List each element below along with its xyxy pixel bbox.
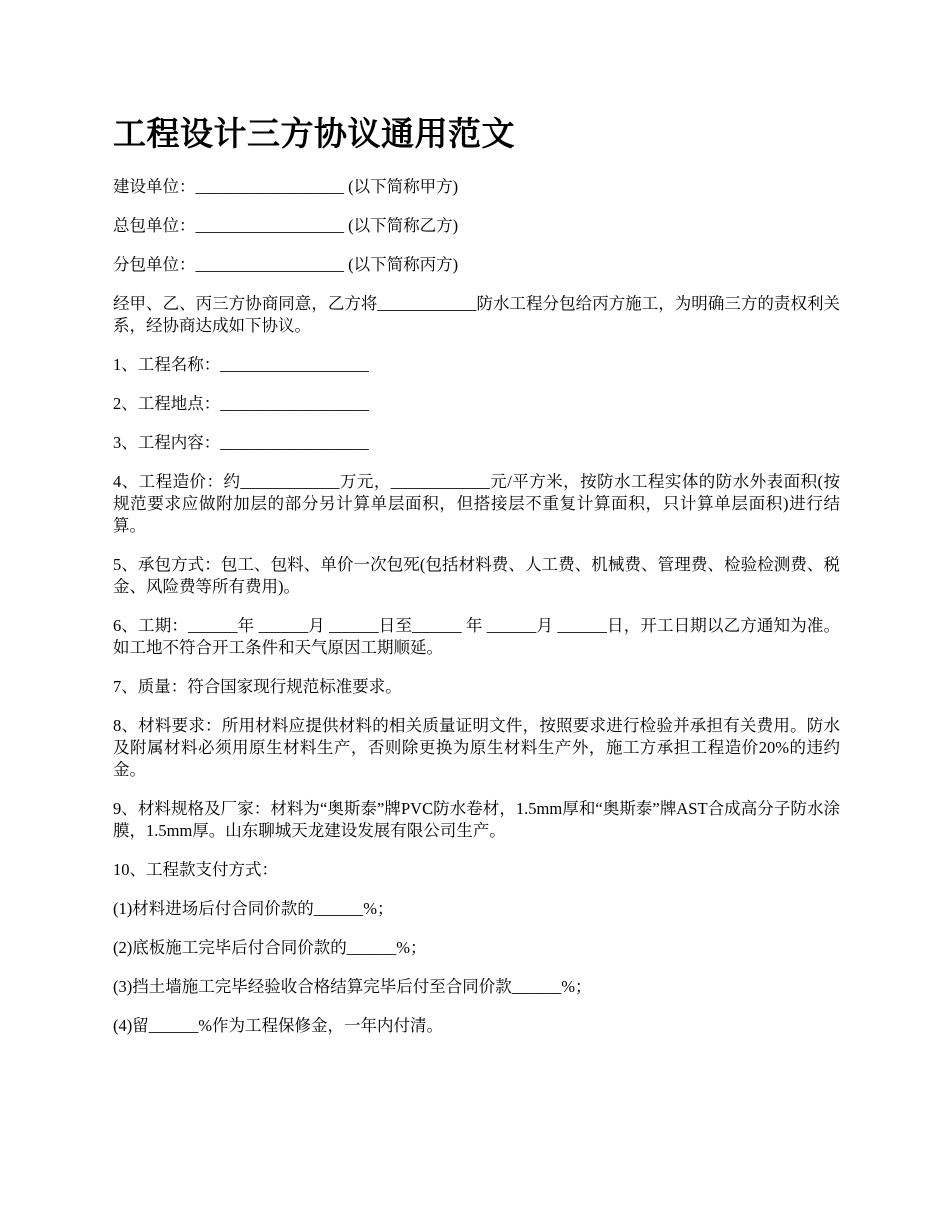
party-c-line: 分包单位：__________________ (以下简称丙方) xyxy=(113,255,459,274)
clause-quality: 7、质量：符合国家现行规范标准要求。 xyxy=(113,677,402,696)
payment-item-4: (4)留______%作为工程保修金，一年内付清。 xyxy=(113,1016,443,1035)
clause-payment-method: 10、工程款支付方式： xyxy=(113,860,278,879)
clause-project-location: 2、工程地点：__________________ xyxy=(113,394,369,413)
payment-item-3: (3)挡土墙施工完毕经验收合格结算完毕后付至合同价款______%； xyxy=(113,977,592,996)
clause-material-requirements: 8、材料要求：所用材料应提供材料的相关质量证明文件，按照要求进行检验并承担有关费用。防水及附属材料必须用原生材料生产，否则除更换为原生材料生产外，施工方承担工程造价20%的违约金。 xyxy=(113,716,840,779)
clause-schedule: 6、工期：______年 ______月 ______日至______ 年 ______月 ______日，开工日期以乙方通知为准。如工地不符合开工条件和天气原因工期顺延。 xyxy=(113,616,840,657)
agreement-intro: 经甲、乙、丙三方协商同意，乙方将____________防水工程分包给丙方施工，为明确三方的责权利关系，经协商达成如下协议。 xyxy=(113,294,840,335)
party-b-line: 总包单位：__________________ (以下简称乙方) xyxy=(113,216,459,235)
clause-material-specs: 9、材料规格及厂家：材料为“奥斯泰”牌PVC防水卷材，1.5mm厚和“奥斯泰”牌AST合成高分子防水涂膜，1.5mm厚。山东聊城天龙建设发展有限公司生产。 xyxy=(113,799,840,840)
party-a-line: 建设单位：__________________ (以下简称甲方) xyxy=(113,177,459,196)
clause-contract-method: 5、承包方式：包工、包料、单价一次包死(包括材料费、人工费、机械费、管理费、检验检测费、税金、风险费等所有费用)。 xyxy=(113,555,840,596)
payment-item-2: (2)底板施工完毕后付合同价款的______%； xyxy=(113,938,427,957)
payment-item-1: (1)材料进场后付合同价款的______%； xyxy=(113,899,394,918)
clause-project-content: 3、工程内容：__________________ xyxy=(113,433,369,452)
clause-project-name: 1、工程名称：__________________ xyxy=(113,355,369,374)
document-title: 工程设计三方协议通用范文 xyxy=(113,117,515,153)
clause-project-cost: 4、工程造价：约____________万元，____________元/平方米，按防水工程实体的防水外表面积(按规范要求应做附加层的部分另计算单层面积，但搭接层不重复计算面积，只计算单层面积)进行结算。 xyxy=(113,472,840,535)
